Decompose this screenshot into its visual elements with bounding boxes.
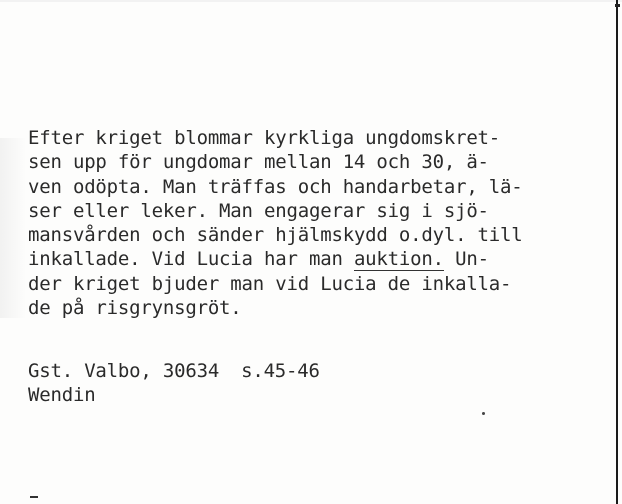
text-line: der kriget bjuder man vid Lucia de inkalla-	[28, 272, 512, 295]
card-right-edge	[616, 0, 618, 504]
text-segment: Un-	[443, 248, 489, 271]
underlined-word: auktion.	[353, 248, 444, 271]
corner-mark	[615, 4, 620, 7]
source-place: Gst. Valbo,	[28, 360, 152, 382]
text-line: de på risgrynsgröt.	[28, 297, 242, 320]
text-line	[28, 247, 523, 271]
text-line: mansvården och sänder hjälmskydd o.dyl. till	[28, 224, 523, 247]
informant-name: Wendin	[28, 384, 96, 407]
source-pages: s.45-46	[241, 360, 320, 382]
card-body-text	[28, 126, 523, 320]
source-number: 30634	[162, 360, 220, 382]
card-top-edge	[0, 0, 622, 2]
source-reference	[28, 358, 320, 407]
text-segment: inkallade. Vid Lucia har man	[28, 248, 354, 271]
text-line: sen upp för ungdomar mellan 14 och 30, ä-	[28, 151, 489, 174]
text-line: Efter kriget blommar kyrkliga ungdomskret-	[28, 127, 501, 149]
bottom-mark	[30, 496, 38, 498]
ink-speck	[482, 412, 485, 415]
margin-smudge	[0, 138, 26, 318]
text-line: ser eller leker. Man engagerar sig i sjö-	[28, 199, 489, 222]
source-line	[28, 358, 320, 382]
text-line: ven odöpta. Man träffas och handarbetar, lä-	[28, 175, 523, 198]
